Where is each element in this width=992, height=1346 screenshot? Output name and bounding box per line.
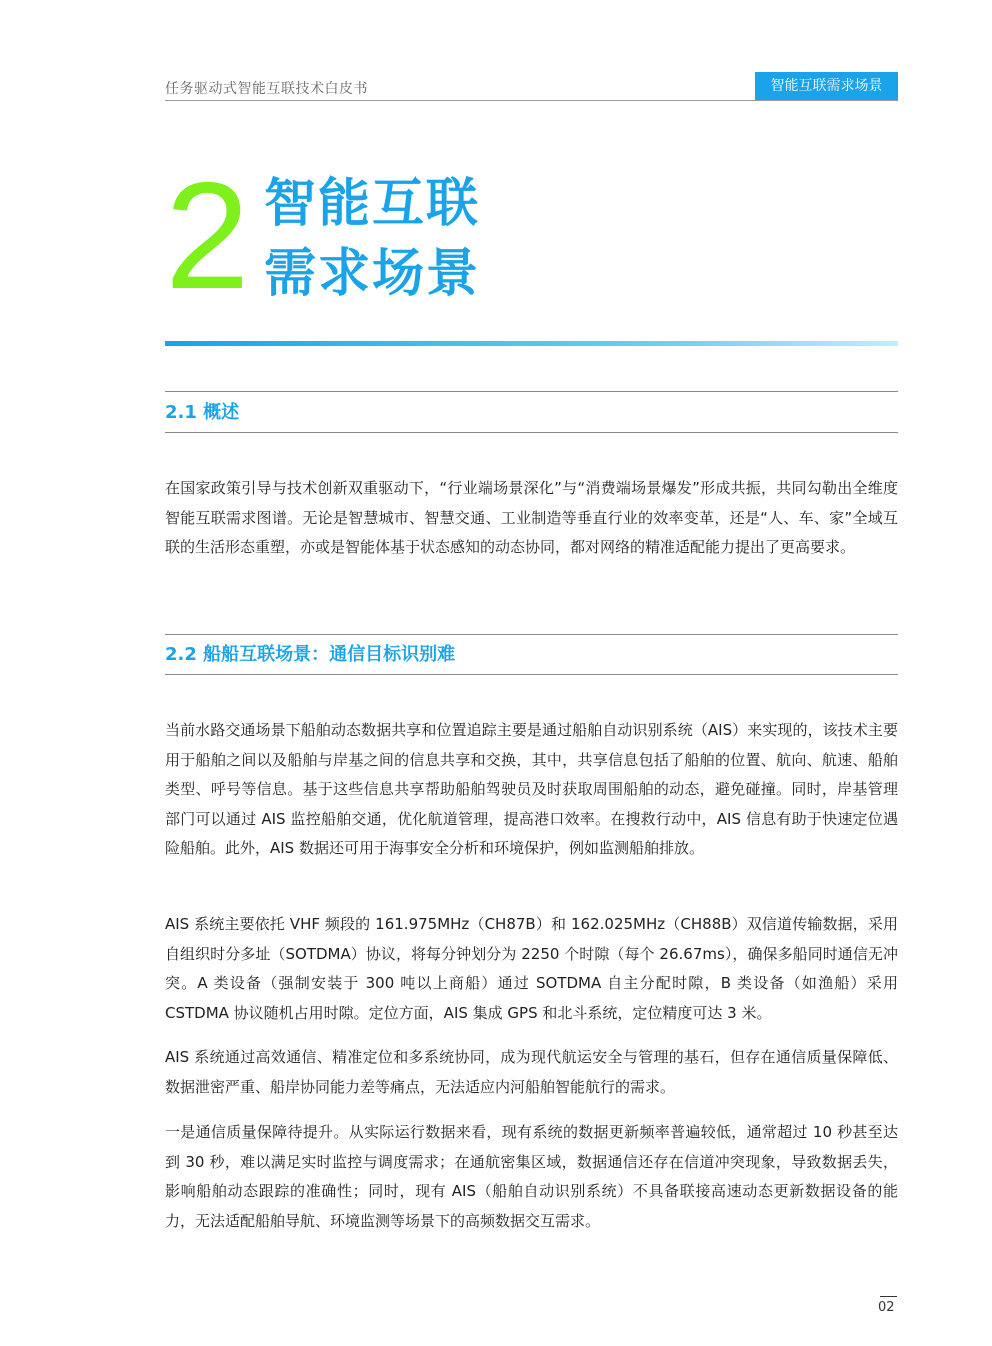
paragraph: AIS 系统通过高效通信、精准定位和多系统协同，成为现代航运安全与管理的基石，但存在通信质量保障低、数据泄密严重、船岸协同能力差等痛点，无法适应内河船舶智能航行的需求。 [165, 1048, 898, 1096]
chapter-number: 2 [165, 151, 250, 321]
section-top-rule [165, 391, 898, 392]
paragraph: 一是通信质量保障待提升。从实际运行数据来看，现有系统的数据更新频率普遍较低，通常超过 10 秒甚至达到 30 秒，难以满足实时监控与调度需求；在通航密集区域，数据通信还存在信道冲突现象，导致数据丢失，影响船舶动态跟踪的准确性；同时，现有 AIS（船舶自动识别系统）不具备联接高速动态更新数据设备的能力，无法适配船舶导航、环境监测等场景下的高频数据交互需求。 [165, 1123, 898, 1230]
paragraph: AIS 系统主要依托 VHF 频段的 161.975MHz（CH87B）和 162.025MHz（CH88B）双信道传输数据，采用自组织时分多址（SOTDMA）协议，将每分钟划分为 2250 个时隙（每个 26.67ms），确保多船同时通信无冲突。A 类设备（强制安装于 300 吨以上商船）通过 SOTDMA 自主分配时隙，B 类设备（如渔船）采用 CSTDMA 协议随机占用时隙。定位方面，AIS 集成 GPS 和北斗系统，定位精度可达 3 米。 [165, 915, 898, 1022]
header-divider [165, 100, 898, 101]
section-bottom-rule [165, 432, 898, 433]
paragraph: 当前水路交通场景下船舶动态数据共享和位置追踪主要是通过船舶自动识别系统（AIS）来实现的，该技术主要用于船舶之间以及船舶与岸基之间的信息共享和交换，其中，共享信息包括了船舶的位置、航向、航速、船舶类型、呼号等信息。基于这些信息共享帮助船舶驾驶员及时获取周围船舶的动态，避免碰撞。同时，岸基管理部门可以通过 AIS 监控船舶交通，优化航道管理，提高港口效率。在搜救行动中，AIS 信息有助于快速定位遇险船舶。此外，AIS 数据还可用于海事安全分析和环境保护，例如监测船舶排放。 [165, 721, 898, 857]
header-section-badge: 智能互联需求场景 [755, 72, 898, 100]
header-title: 任务驱动式智能互联技术白皮书 [165, 81, 368, 97]
section-heading: 2.2 船船互联场景：通信目标识别难 [165, 644, 456, 665]
section-bottom-rule [165, 674, 898, 675]
chapter-title-line1: 智能互联 [264, 174, 481, 234]
paragraph: 在国家政策引导与技术创新双重驱动下，“行业端场景深化”与“消费端场景爆发”形成共振，共同勾勒出全维度智能互联需求图谱。无论是智慧城市、智慧交通、工业制造等垂直行业的效率变革，还是“人、车、家”全域互联的生活形态重塑，亦或是智能体基于状态感知的动态协同，都对网络的精准适配能力提出了更高要求。 [165, 479, 898, 556]
page-number-rule [880, 1296, 897, 1297]
page-number: 02 [878, 1300, 895, 1315]
section-heading: 2.1 概述 [165, 402, 240, 423]
section-top-rule [165, 634, 898, 635]
chapter-title-line2: 需求场景 [264, 244, 481, 304]
chapter-divider [165, 341, 898, 346]
